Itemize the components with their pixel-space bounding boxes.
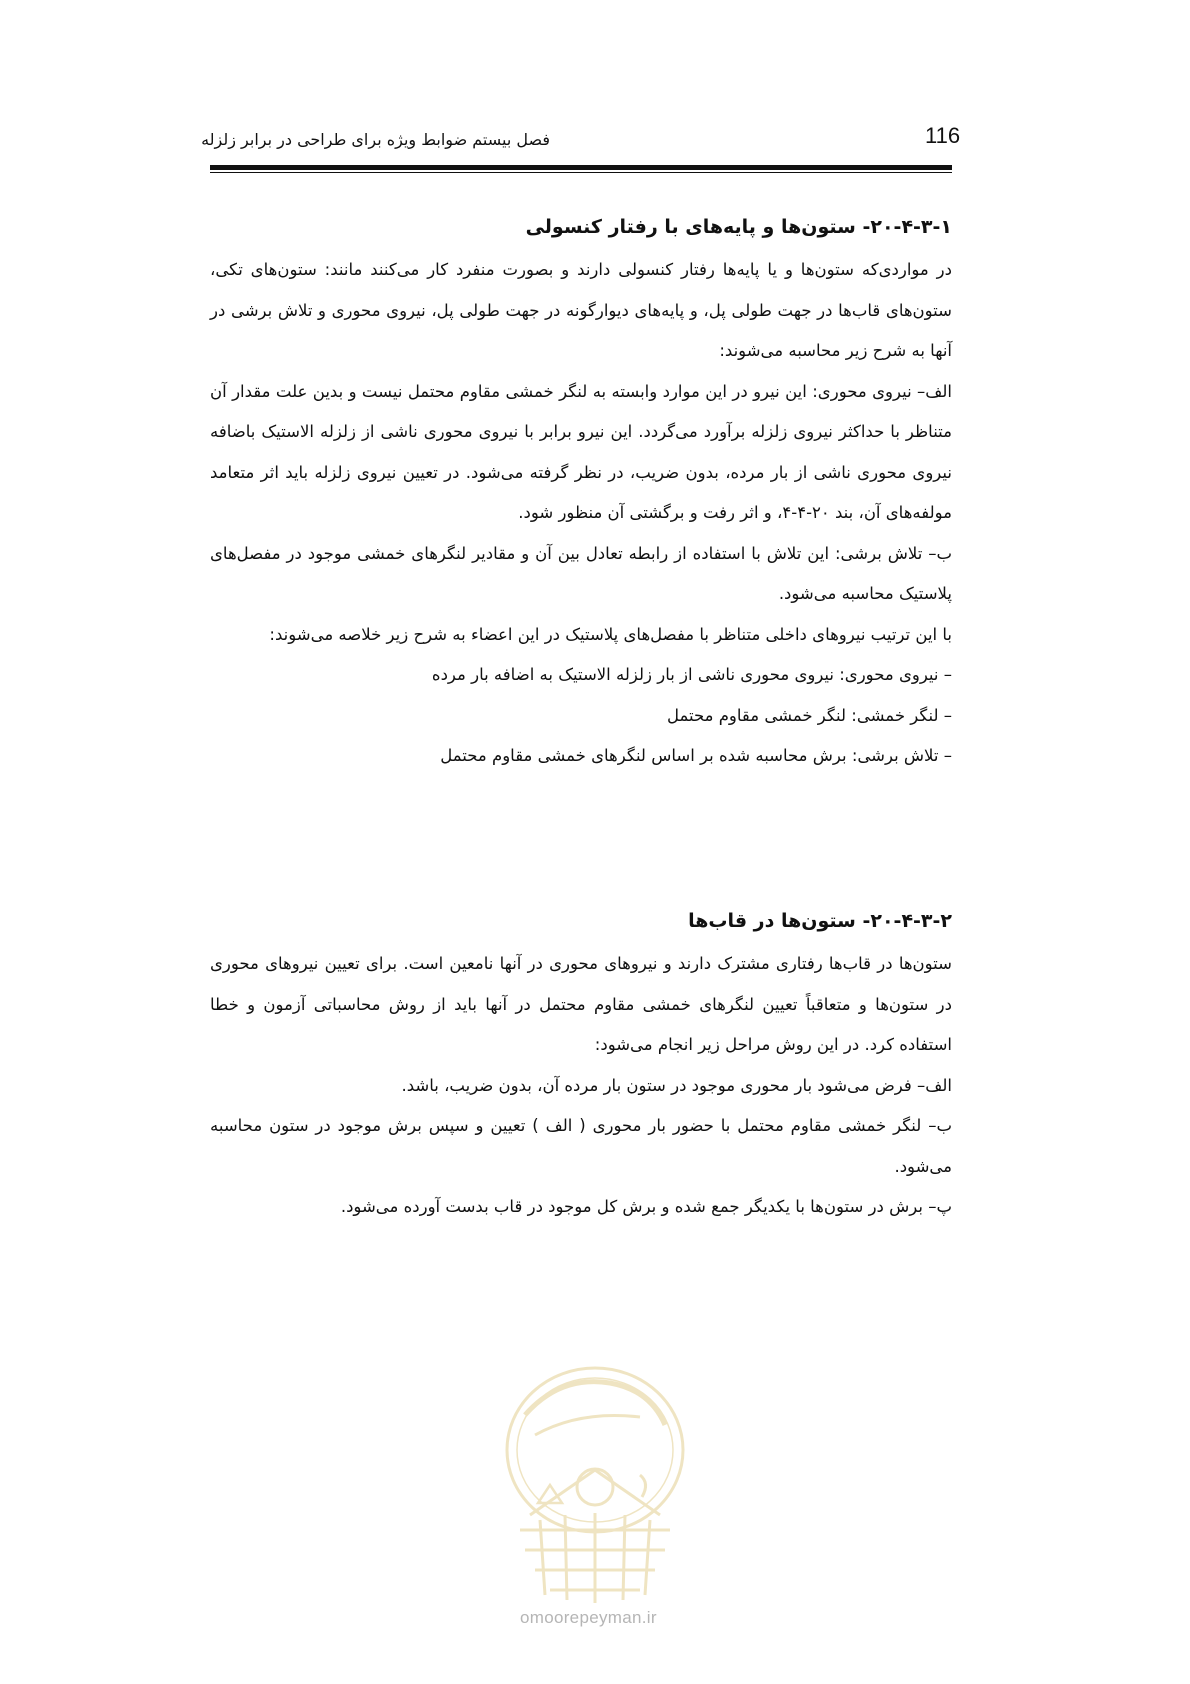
paragraph-shear-force: ب– تلاش برشی: این تلاش با استفاده از رابطه تعادل بین آن و مقادیر لنگرهای خمشی موجود در مفصل‌های پلاستیک محاسبه می‌شود. bbox=[210, 543, 952, 603]
list-item: – نیروی محوری: نیروی محوری ناشی از بار زلزله الاستیک به اضافه بار مرده bbox=[431, 665, 952, 684]
paragraph-step: الف– فرض می‌شود بار محوری موجود در ستون بار مرده آن، بدون ضریب، باشد. bbox=[401, 1075, 952, 1095]
section-heading: ۲۰-۴-۳-۲- ستون‌ها در قاب‌ها bbox=[688, 910, 952, 932]
paragraph-step: ب– لنگر خمشی مقاوم محتمل با حضور بار محوری ( الف ) تعیین و سپس برش موجود در ستون محاسبه می‌شود. bbox=[210, 1116, 952, 1176]
paragraph-intro: ستون‌ها در قاب‌ها رفتاری مشترک دارند و نیروهای محوری در آنها نامعین است. برای تعیین نیروهای محوری در ستون‌ها و متعاقباً تعیین لنگرهای خمشی مقاوم محتمل در آنها باید از روش محاسباتی آزمون و خطا استفاده کرد. در این روش مراحل زیر انجام می‌شود: bbox=[210, 954, 952, 1054]
paragraph-intro: در مواردی‌که ستون‌ها و یا پایه‌ها رفتار کنسولی دارند و بصورت منفرد کار می‌کنند مانند: ستون‌های تکی، ستون‌های قاب‌ها در جهت طولی پل، و پایه‌های دیوارگونه در جهت طولی پل، نیروی محوری و تلاش برشی در آنها به شرح زیر محاسبه می‌شوند: bbox=[210, 260, 952, 360]
header-rule bbox=[210, 165, 952, 170]
section-cantilever-columns bbox=[210, 212, 952, 777]
summary-list bbox=[210, 655, 952, 777]
section-frame-columns bbox=[210, 906, 952, 1228]
running-header-title: فصل بیستم ضوابط ویژه برای طراحی در برابر زلزله bbox=[201, 130, 550, 149]
watermark-url: omoorepeyman.ir bbox=[520, 1608, 657, 1627]
paragraph-axial-force: الف– نیروی محوری: این نیرو در این موارد وابسته به لنگر خمشی مقاوم محتمل نیست و بدین علت مقدار آن متناظر با حداکثر نیروی زلزله برآورد می‌گردد. این نیرو برابر با نیروی محوری ناشی از زلزله الاستیک باضافه نیروی محوری ناشی از بار مرده، بدون ضریب، در نظر گرفته می‌شود. در تعیین نیروی زلزله باید اثر متعامد مولفه‌های آن، بند ۲۰-۴-۴، و اثر رفت و برگشتی آن منظور شود. bbox=[210, 381, 952, 522]
list-item: – تلاش برشی: برش محاسبه شده بر اساس لنگرهای خمشی مقاوم محتمل bbox=[440, 746, 952, 765]
paragraph-summary-intro: با این ترتیب نیروهای داخلی متناظر با مفصل‌های پلاستیک در این اعضاء به شرح زیر خلاصه می‌شوند: bbox=[269, 624, 952, 644]
watermark-logo-icon bbox=[490, 1355, 700, 1605]
header-rule-thin bbox=[210, 172, 952, 173]
list-item: – لنگر خمشی: لنگر خمشی مقاوم محتمل bbox=[666, 705, 952, 725]
section-heading: ۲۰-۴-۳-۱- ستون‌ها و پایه‌های با رفتار کنسولی bbox=[525, 216, 952, 238]
paragraph-step: پ– برش در ستون‌ها با یکدیگر جمع شده و برش کل موجود در قاب بدست آورده می‌شود. bbox=[340, 1197, 952, 1216]
page-number: 116 bbox=[925, 123, 961, 148]
